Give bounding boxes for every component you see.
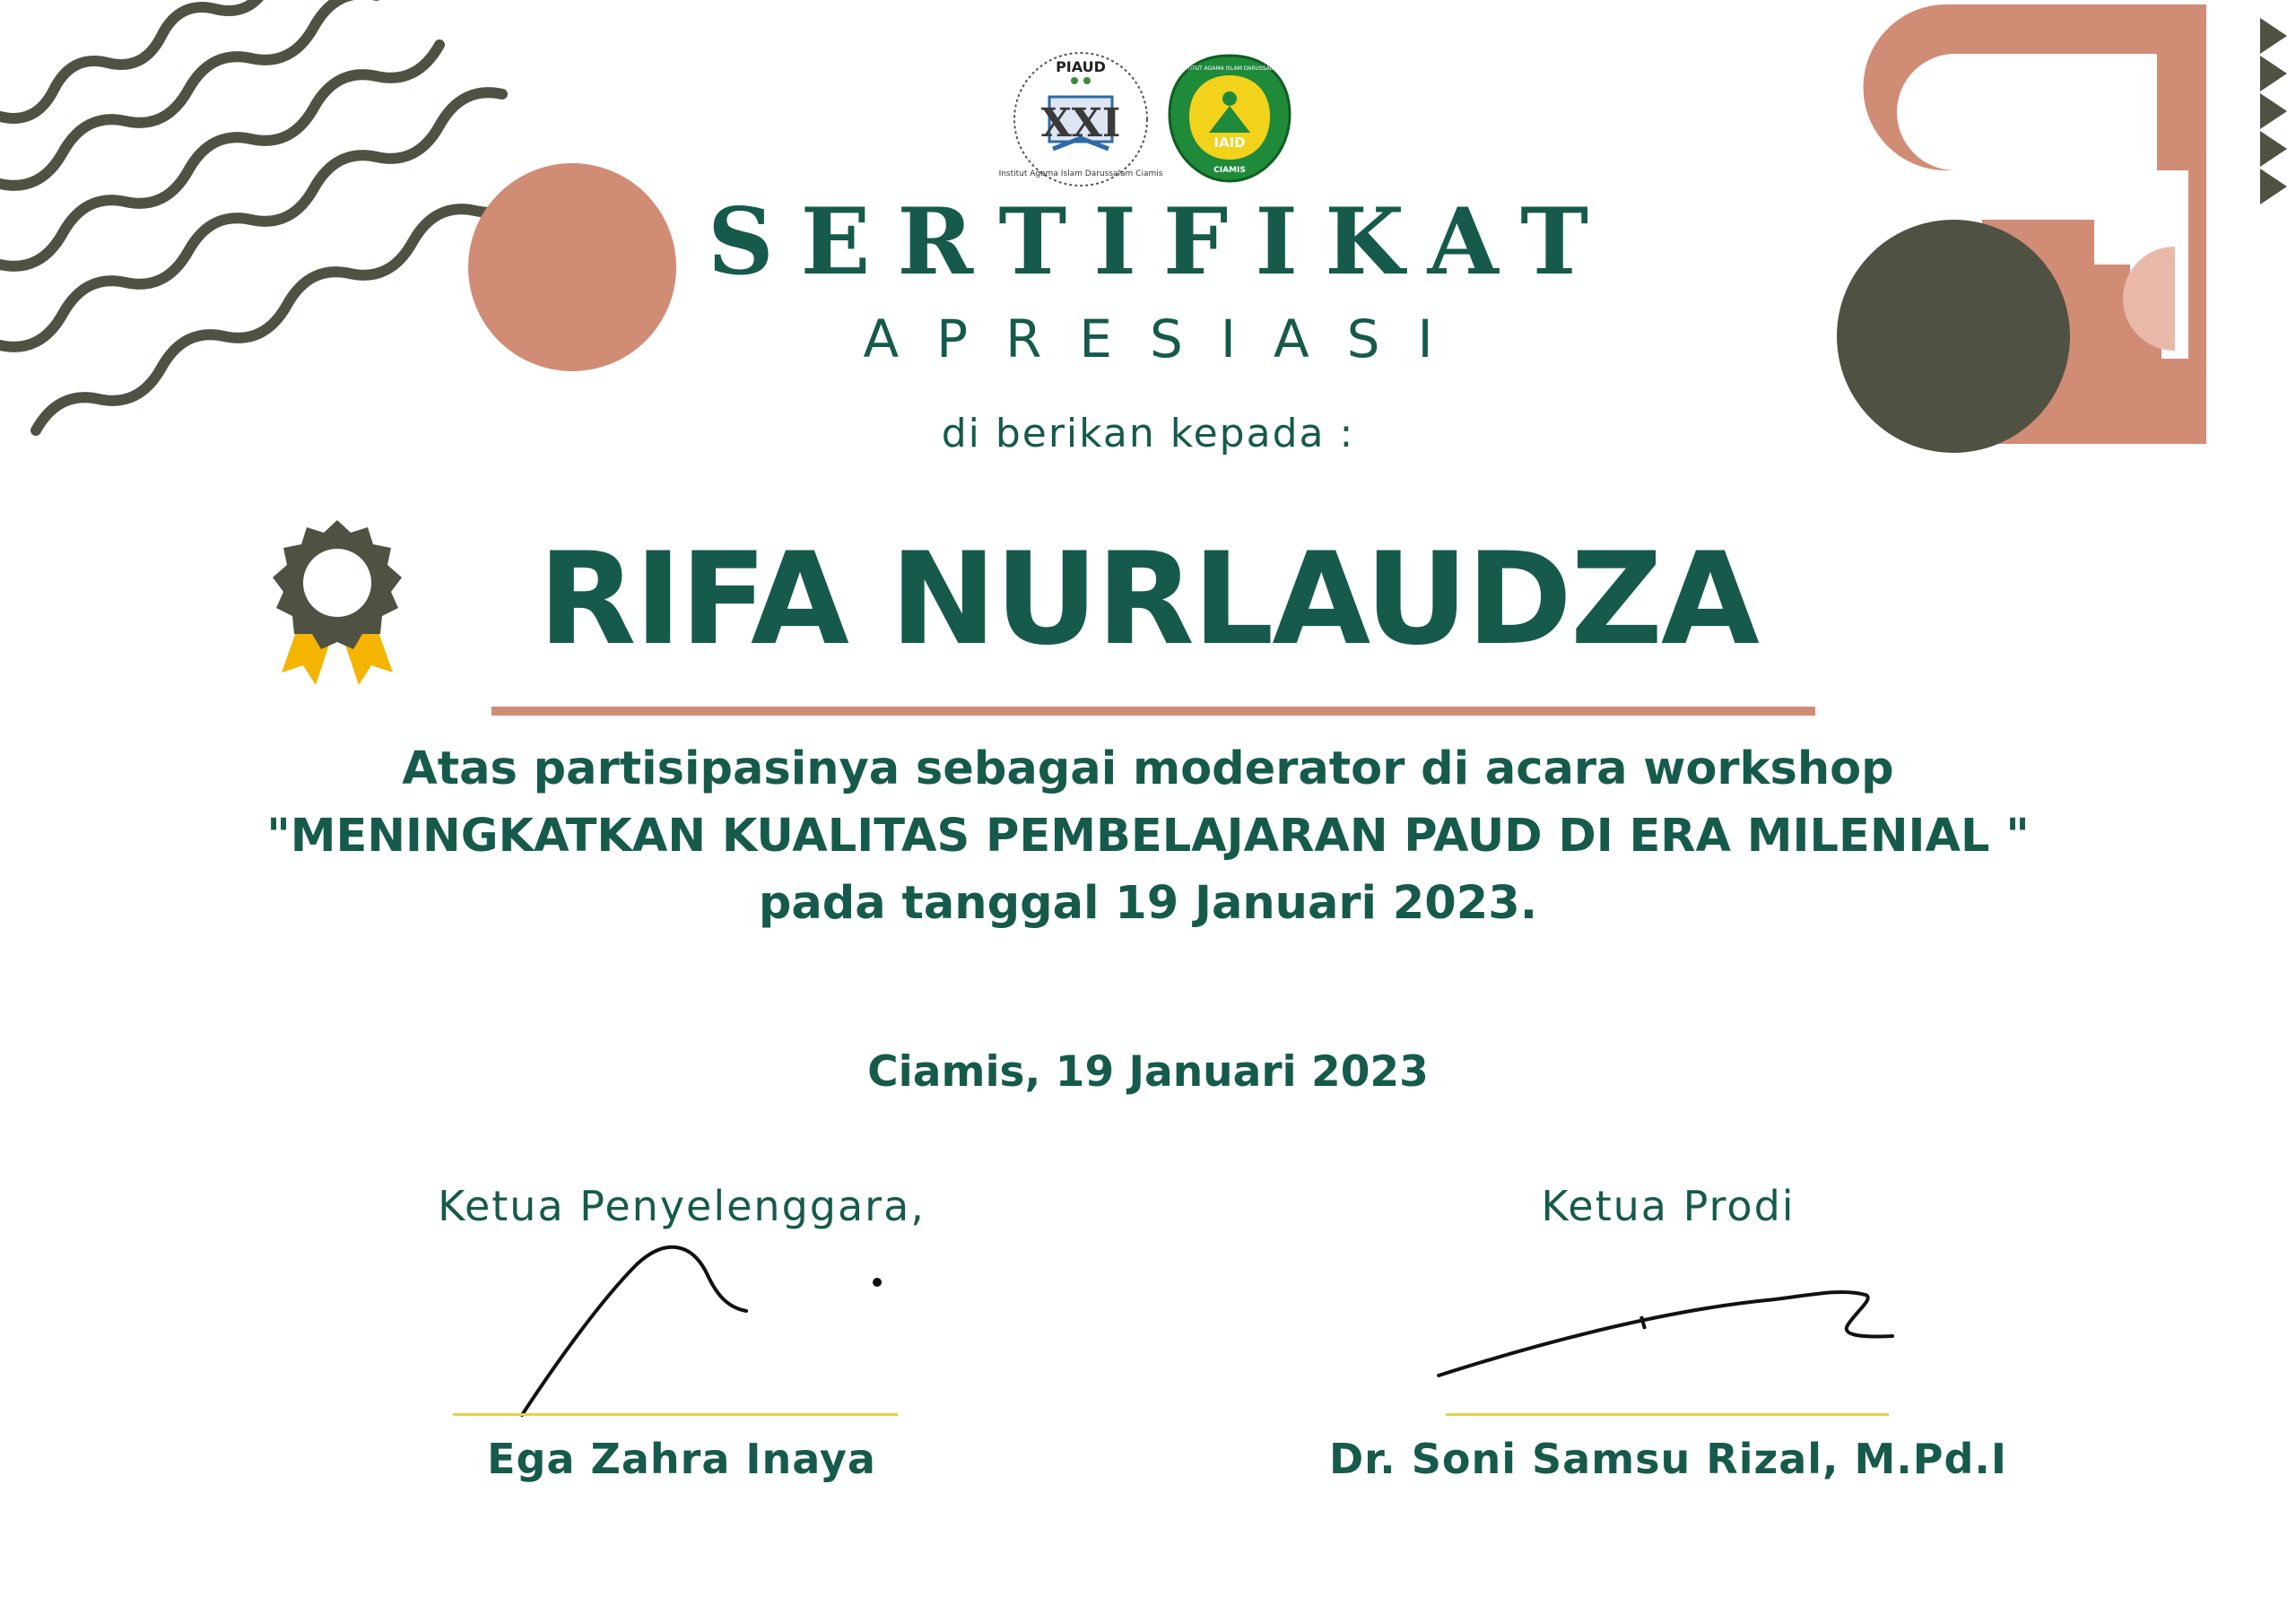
given-to-label: di berikan kepada : <box>941 411 1355 456</box>
certificate-body <box>0 735 2296 937</box>
certificate-title: SERTIFIKAT <box>707 188 1616 296</box>
name-underline <box>491 707 1815 716</box>
signer-name-right: Dr. Soni Samsu Rizal, M.Pd.I <box>1328 1435 2008 1483</box>
iaid-logo-ring-text: INSTITUT AGAMA ISLAM DARUSSALAM <box>1178 65 1282 72</box>
body-line: "MENINGKATKAN KUALITAS PEMBELAJARAN PAUD DI ERA MILENIAL " <box>266 810 2030 863</box>
signature-right <box>1426 1255 1910 1390</box>
certificate-subtitle: APRESIASI <box>863 308 1471 369</box>
iaid-logo <box>1164 52 1295 185</box>
place-date: Ciamis, 19 Januari 2023 <box>867 1047 1429 1097</box>
signature-line-right <box>1446 1413 1889 1416</box>
iaid-logo-city: CIAMIS <box>1213 166 1246 175</box>
iaid-logo-abbreviation: IAID <box>1213 135 1246 151</box>
signature-line-left <box>453 1413 898 1416</box>
signature-left <box>502 1228 915 1426</box>
arrow-markers-decoration <box>2260 18 2296 206</box>
signer-role-right: Ketua Prodi <box>1541 1182 1796 1230</box>
body-line: Atas partisipasinya sebagai moderator di acara workshop <box>402 742 1894 795</box>
piaud-logo-ring-text: Institut Agama Islam Darussalam Ciamis <box>998 169 1163 178</box>
piaud-logo-title: PIAUD <box>1056 58 1106 75</box>
body-line: pada tanggal 19 Januari 2023. <box>758 877 1538 930</box>
piaud-logo <box>998 50 1163 188</box>
svg-text:XXI: XXI <box>1040 100 1121 146</box>
recipient-name: RIFA NURLAUDZA <box>538 525 1758 673</box>
signer-role-left: Ketua Penyelenggara, <box>438 1182 926 1230</box>
signer-name-left: Ega Zahra Inaya <box>487 1435 876 1483</box>
